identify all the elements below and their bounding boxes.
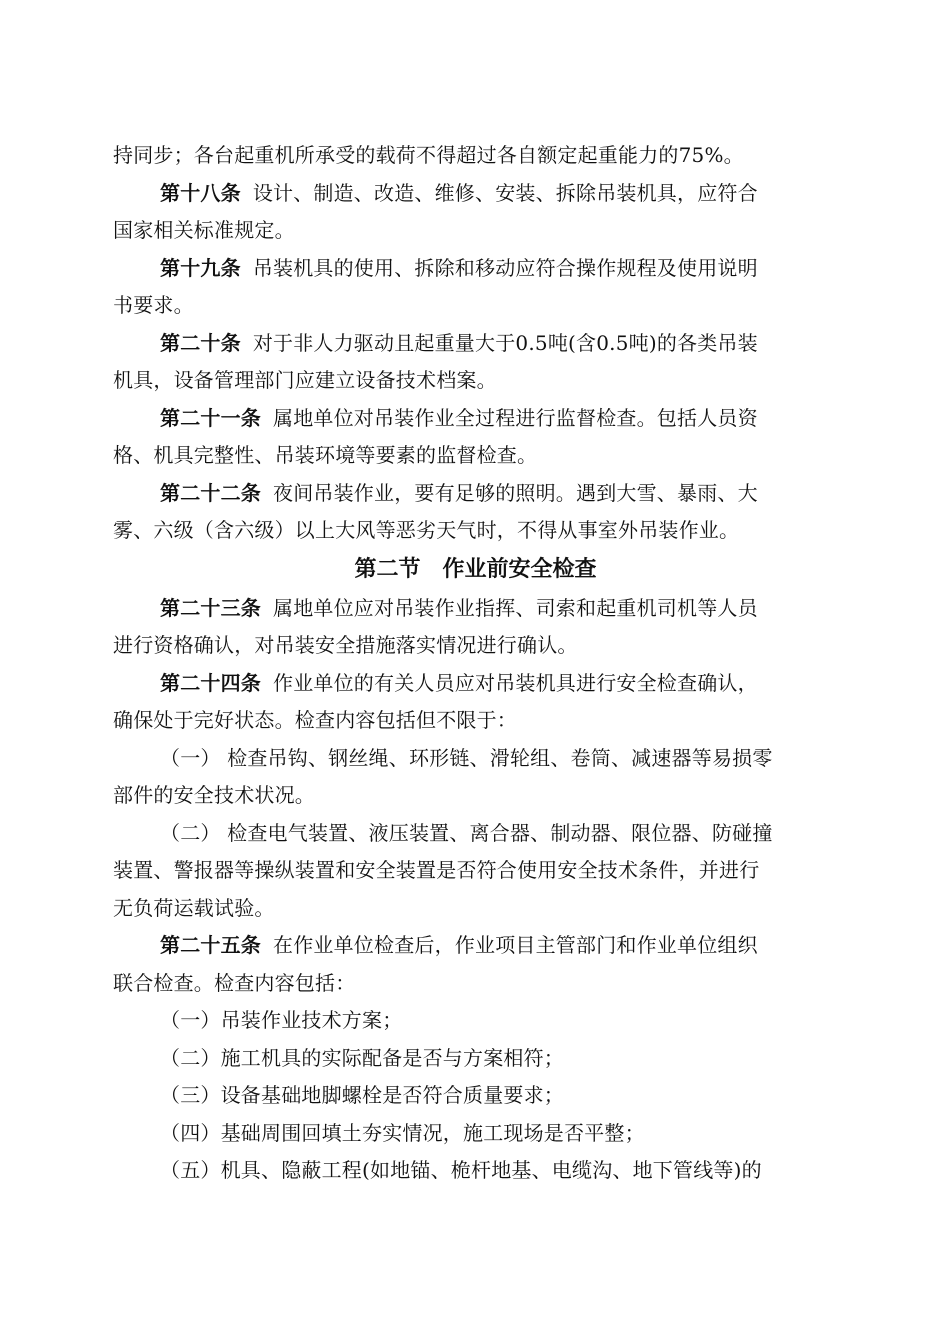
article-24-item-1: （一） 检查吊钩、钢丝绳、环形链、滑轮组、卷筒、减速器等易损零: [160, 745, 773, 770]
article-24-item-2-line2: 装置、警报器等操纵装置和安全装置是否符合使用安全技术条件，并进行: [113, 858, 760, 882]
article-21-line2: 格、机具完整性、吊装环境等要素的监督检查。: [113, 443, 538, 467]
article-label: 第二十四条: [160, 670, 261, 695]
section-title: 第二节 作业前安全检查: [354, 556, 597, 582]
article-25-item-5: （五）机具、隐蔽工程(如地锚、桅杆地基、电缆沟、地下管线等)的: [160, 1158, 762, 1182]
article-text: 设计、制造、改造、维修、安装、拆除吊装机具，应符合: [252, 180, 758, 205]
article-22: [113, 475, 838, 513]
article-24-item-1-line2: 部件的安全技术状况。: [113, 783, 315, 807]
article-19-line2: 书要求。: [113, 293, 194, 317]
article-25-item-4: （四）基础周围回填土夯实情况，施工现场是否平整；: [160, 1120, 645, 1145]
article-text: 属地单位应对吊装作业指挥、司索和起重机司机等人员: [273, 595, 758, 620]
article-text: 对于非人力驱动且起重量大于0.5吨(含0.5吨)的各类吊装: [252, 330, 758, 355]
article-label: 第十九条: [160, 255, 241, 280]
article-23: [113, 590, 838, 628]
article-20-line2: 机具，设备管理部门应建立设备技术档案。: [113, 368, 497, 392]
article-24-line2: 确保处于完好状态。检查内容包括但不限于：: [113, 708, 517, 732]
article-label: 第二十三条: [160, 595, 261, 620]
article-20: [113, 325, 838, 363]
document-body: [113, 137, 838, 1190]
article-text: 在作业单位检查后，作业项目主管部门和作业单位组织: [273, 933, 758, 957]
article-24-item-2-line3: 无负荷运载试验。: [113, 895, 275, 920]
article-25-item-1: （一）吊装作业技术方案；: [160, 1008, 403, 1032]
article-text: 作业单位的有关人员应对吊装机具进行安全检查确认，: [273, 670, 758, 695]
article-text: 吊装机具的使用、拆除和移动应符合操作规程及使用说明: [252, 255, 758, 280]
article-label: 第二十五条: [160, 933, 261, 957]
article-18-line2: 国家相关标准规定。: [113, 218, 295, 242]
article-label: 第十八条: [160, 180, 241, 205]
article-24-item-2: （二） 检查电气装置、液压装置、离合器、制动器、限位器、防碰撞: [160, 820, 773, 845]
article-24: [113, 665, 838, 703]
article-text: 属地单位对吊装作业全过程进行监督检查。包括人员资: [273, 405, 758, 430]
article-22-line2: 雾、六级（含六级）以上大风等恶劣天气时，不得从事室外吊装作业。: [113, 518, 740, 542]
article-18: [113, 175, 838, 213]
article-label: 第二十条: [160, 330, 241, 355]
article-21: [113, 400, 838, 438]
continuation-line: 持同步；各台起重机所承受的载荷不得超过各自额定起重能力的75%。: [113, 143, 744, 167]
article-25-item-2: （二）施工机具的实际配备是否与方案相符；: [160, 1045, 564, 1070]
article-text: 夜间吊装作业，要有足够的照明。遇到大雪、暴雨、大: [273, 480, 758, 505]
article-25-line2: 联合检查。检查内容包括：: [113, 970, 356, 995]
article-23-line2: 进行资格确认，对吊装安全措施落实情况进行确认。: [113, 633, 578, 657]
article-25-item-3: （三）设备基础地脚螺栓是否符合质量要求；: [160, 1083, 564, 1107]
article-19: [113, 250, 838, 288]
article-25: [113, 927, 838, 965]
article-label: 第二十二条: [160, 480, 261, 505]
article-label: 第二十一条: [160, 405, 261, 430]
